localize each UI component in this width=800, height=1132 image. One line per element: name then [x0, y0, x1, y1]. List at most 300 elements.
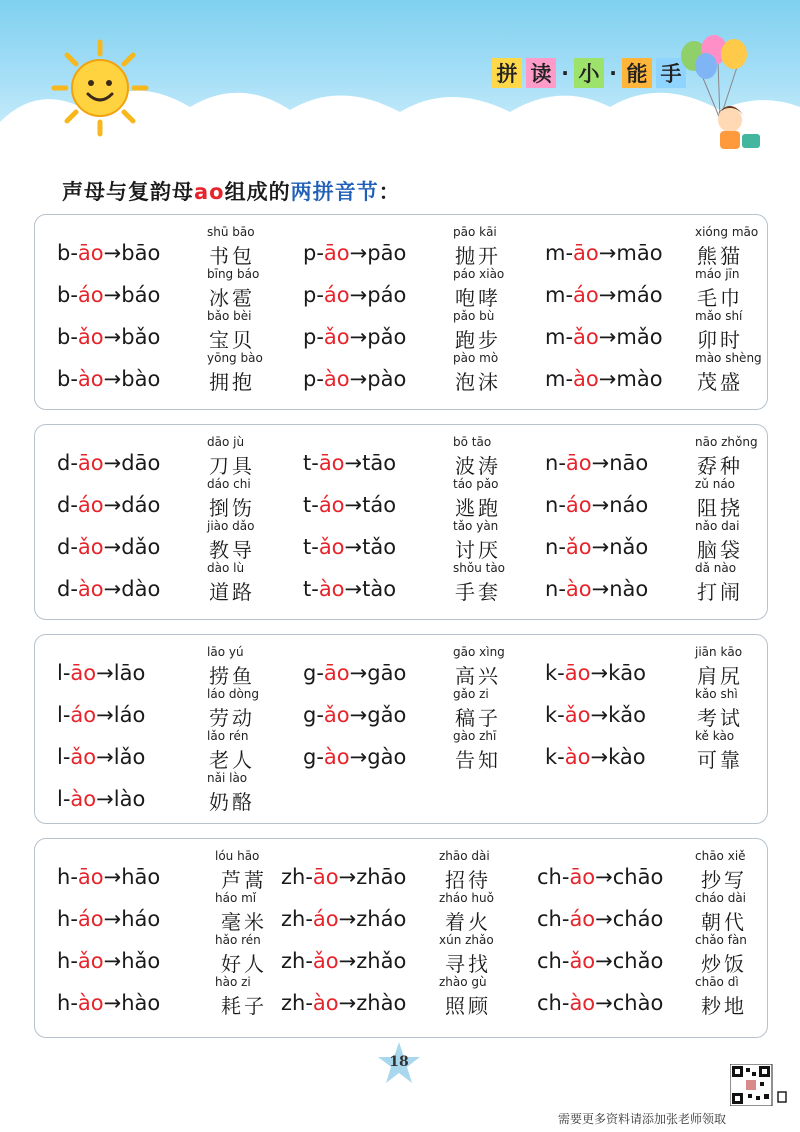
syllable-row — [57, 849, 287, 891]
hanzi-word: 拥抱 — [209, 370, 255, 394]
toned-final: áo — [77, 283, 104, 307]
syllable-result: báo — [121, 283, 161, 307]
hanzi-word: 逃跑 — [455, 496, 501, 520]
hanzi-word: 耗子 — [221, 994, 267, 1018]
pinyin-reading: yōng bào — [207, 351, 263, 365]
syllable-panel-d-t-n — [34, 424, 768, 620]
spelling-equation: p-áo→páo — [303, 283, 407, 307]
syllable-row — [303, 309, 533, 351]
hanzi-word: 毫米 — [221, 910, 267, 934]
syllable-row — [57, 309, 287, 351]
initial-consonant: t — [303, 493, 312, 517]
spelling-equation: k-ǎo→kǎo — [545, 703, 646, 727]
spelling-equation: n-áo→náo — [545, 493, 649, 517]
initial-consonant: ch — [537, 907, 562, 931]
spelling-equation: n-āo→nāo — [545, 451, 649, 475]
hanzi-word: 手套 — [455, 580, 501, 604]
initial-consonant: h — [57, 991, 71, 1015]
pinyin-reading: pào mò — [453, 351, 499, 365]
hanzi-word: 熊猫 — [697, 244, 743, 268]
toned-final: āo — [77, 241, 104, 265]
subtitle-prefix: 声母与复韵母 — [62, 180, 194, 204]
syllable-result: táo — [362, 493, 397, 517]
spelling-equation: h-āo→hāo — [57, 865, 161, 889]
hanzi-word: 告知 — [455, 748, 501, 772]
hanzi-word: 跑步 — [455, 328, 501, 352]
toned-final: ào — [77, 367, 104, 391]
pinyin-reading: bǎo bèi — [207, 309, 252, 323]
spelling-equation: zh-āo→zhāo — [281, 865, 407, 889]
spelling-equation: p-ǎo→pǎo — [303, 325, 407, 349]
syllable-result: kào — [608, 745, 646, 769]
spelling-equation: d-āo→dāo — [57, 451, 161, 475]
toned-final: ǎo — [77, 949, 104, 973]
toned-final: āo — [318, 451, 345, 475]
hanzi-word: 冰雹 — [209, 286, 255, 310]
hanzi-word: 老人 — [209, 748, 255, 772]
syllable-result: lāo — [113, 661, 146, 685]
pinyin-reading: mǎo shí — [695, 309, 743, 323]
footer-note: 需要更多资料请添加张老师领取 — [558, 1112, 727, 1126]
hanzi-word: 招待 — [445, 868, 491, 892]
spelling-equation: l-ào→lào — [57, 787, 146, 811]
hanzi-word: 泡沫 — [455, 370, 501, 394]
syllable-panel-b-p-m — [34, 214, 768, 410]
pinyin-reading: páo xiào — [453, 267, 505, 281]
pinyin-reading: shū bāo — [207, 225, 255, 239]
spelling-equation: h-ǎo→hǎo — [57, 949, 161, 973]
pinyin-reading: bō tāo — [453, 435, 492, 449]
hanzi-word: 阻挠 — [697, 496, 743, 520]
toned-final: ào — [312, 991, 339, 1015]
toned-final: ǎo — [569, 949, 596, 973]
initial-consonant: d — [57, 535, 71, 559]
spelling-equation: ch-āo→chāo — [537, 865, 664, 889]
toned-final: ào — [77, 991, 104, 1015]
hanzi-word: 捞鱼 — [209, 664, 255, 688]
hanzi-word: 咆哮 — [455, 286, 501, 310]
hanzi-word: 书包 — [209, 244, 255, 268]
hanzi-word: 炒饭 — [701, 952, 747, 976]
syllable-result: máo — [616, 283, 663, 307]
title-badge: 拼 — [492, 58, 522, 88]
toned-final: ào — [70, 787, 97, 811]
pinyin-reading: lǎo rén — [207, 729, 249, 743]
toned-final: ào — [323, 367, 350, 391]
hanzi-word: 高兴 — [455, 664, 501, 688]
syllable-result: nǎo — [609, 535, 649, 559]
syllable-row — [281, 849, 511, 891]
spelling-equation: g-ǎo→gǎo — [303, 703, 407, 727]
spelling-equation: g-āo→gāo — [303, 661, 407, 685]
spelling-equation: n-ào→nào — [545, 577, 649, 601]
toned-final: ǎo — [318, 535, 345, 559]
syllable-row — [303, 561, 533, 603]
pinyin-reading: hào zi — [215, 975, 251, 989]
initial-consonant: b — [57, 367, 71, 391]
toned-final: āo — [569, 865, 596, 889]
hanzi-word: 毛巾 — [697, 286, 743, 310]
spelling-equation: zh-ǎo→zhǎo — [281, 949, 407, 973]
syllable-result: dào — [121, 577, 161, 601]
initial-consonant: m — [545, 241, 566, 265]
title-badge: 读 — [526, 58, 556, 88]
spelling-equation: l-áo→láo — [57, 703, 146, 727]
hanzi-word: 卯时 — [697, 328, 743, 352]
pinyin-reading: kǎo shì — [695, 687, 738, 701]
initial-consonant: l — [57, 745, 63, 769]
spelling-equation: d-ào→dào — [57, 577, 161, 601]
toned-final: ào — [565, 577, 592, 601]
title-badge: 手 — [656, 58, 686, 88]
subtitle-middle: 组成的 — [224, 180, 291, 204]
syllable-row — [303, 645, 533, 687]
spelling-equation: p-ào→pào — [303, 367, 407, 391]
toned-final: ào — [323, 745, 350, 769]
initial-consonant: h — [57, 865, 71, 889]
syllable-row — [545, 687, 775, 729]
pinyin-reading: nǎo dai — [695, 519, 740, 533]
syllable-result: pào — [367, 367, 407, 391]
spelling-equation: t-ǎo→tǎo — [303, 535, 397, 559]
syllable-result: chào — [612, 991, 664, 1015]
spelling-equation: t-ào→tào — [303, 577, 397, 601]
syllable-result: bào — [121, 367, 161, 391]
initial-consonant: n — [545, 577, 559, 601]
spelling-equation: l-ǎo→lǎo — [57, 745, 146, 769]
pinyin-reading: dào lù — [207, 561, 245, 575]
toned-final: ào — [569, 991, 596, 1015]
syllable-result: láo — [113, 703, 146, 727]
spelling-equation: ch-ǎo→chǎo — [537, 949, 664, 973]
syllable-result: kāo — [608, 661, 646, 685]
toned-final: áo — [77, 493, 104, 517]
spelling-equation: zh-ào→zhào — [281, 991, 407, 1015]
syllable-result: gào — [367, 745, 407, 769]
initial-consonant: p — [303, 241, 317, 265]
syllable-row — [303, 351, 533, 393]
toned-final: ǎo — [77, 535, 104, 559]
title-badge: · — [561, 61, 569, 85]
hanzi-word: 肩尻 — [697, 664, 743, 688]
syllable-row — [537, 849, 767, 891]
pinyin-reading: gào zhī — [453, 729, 497, 743]
hanzi-word: 刀具 — [209, 454, 255, 478]
hanzi-word: 劳动 — [209, 706, 255, 730]
page-number: 18 — [389, 1054, 409, 1070]
hanzi-word: 脑袋 — [697, 538, 743, 562]
pinyin-reading: tǎo yàn — [453, 519, 499, 533]
pinyin-reading: lāo yú — [207, 645, 244, 659]
initial-consonant: ch — [537, 991, 562, 1015]
syllable-row — [281, 933, 511, 975]
pinyin-reading: jiào dǎo — [207, 519, 255, 533]
pinyin-reading: háo mǐ — [215, 891, 257, 905]
syllable-row — [303, 519, 533, 561]
syllable-result: hāo — [121, 865, 161, 889]
subtitle-colon: ： — [378, 180, 401, 204]
toned-final: áo — [573, 283, 599, 307]
syllable-row — [57, 933, 287, 975]
syllable-result: nào — [609, 577, 649, 601]
syllable-row — [545, 309, 775, 351]
pinyin-reading: pāo kāi — [453, 225, 497, 239]
hanzi-word: 寻找 — [445, 952, 491, 976]
initial-consonant: zh — [281, 991, 306, 1015]
syllable-row — [537, 975, 767, 1017]
syllable-result: bāo — [121, 241, 161, 265]
title-badges — [492, 58, 686, 88]
syllable-row — [545, 477, 775, 519]
spelling-equation: t-āo→tāo — [303, 451, 397, 475]
initial-consonant: l — [57, 703, 63, 727]
initial-consonant: zh — [281, 949, 306, 973]
syllable-row — [303, 225, 533, 267]
syllable-row — [303, 267, 533, 309]
syllable-result: mǎo — [616, 325, 663, 349]
hanzi-word: 朝代 — [701, 910, 747, 934]
syllable-row — [545, 645, 775, 687]
syllable-panel-h-zh-ch — [34, 838, 768, 1038]
syllable-result: gǎo — [367, 703, 407, 727]
subtitle-blue: 两拼音节 — [290, 180, 379, 204]
syllable-row — [303, 435, 533, 477]
toned-final: āo — [77, 865, 104, 889]
initial-consonant: b — [57, 283, 71, 307]
initial-consonant: l — [57, 787, 63, 811]
toned-final: ào — [573, 367, 599, 391]
syllable-row — [545, 519, 775, 561]
hanzi-word: 好人 — [221, 952, 267, 976]
pinyin-reading: láo dòng — [207, 687, 260, 701]
toned-final: ǎo — [323, 325, 350, 349]
hanzi-word: 孬种 — [697, 454, 743, 478]
toned-final: áo — [569, 907, 596, 931]
syllable-row — [545, 351, 775, 393]
syllable-result: dáo — [121, 493, 161, 517]
toned-final: ǎo — [312, 949, 339, 973]
syllable-result: hào — [121, 991, 161, 1015]
hanzi-word: 照顾 — [445, 994, 491, 1018]
syllable-row — [57, 351, 287, 393]
syllable-panel-l-g-k — [34, 634, 768, 824]
pinyin-reading: jiān kāo — [695, 645, 743, 659]
initial-consonant: k — [545, 745, 558, 769]
spelling-equation: m-áo→máo — [545, 283, 663, 307]
initial-consonant: zh — [281, 907, 306, 931]
pinyin-reading: hǎo rén — [215, 933, 261, 947]
pinyin-reading: nāo zhǒng — [695, 435, 758, 449]
toned-final: ǎo — [564, 703, 591, 727]
toned-final: āo — [312, 865, 339, 889]
syllable-result: mào — [616, 367, 663, 391]
hanzi-word: 耖地 — [701, 994, 747, 1018]
spelling-equation: b-āo→bāo — [57, 241, 161, 265]
syllable-result: bǎo — [121, 325, 161, 349]
syllable-row — [57, 267, 287, 309]
syllable-row — [57, 729, 287, 771]
hanzi-word: 打闹 — [697, 580, 743, 604]
toned-final: āo — [573, 241, 599, 265]
spelling-equation: t-áo→táo — [303, 493, 397, 517]
spelling-equation: d-áo→dáo — [57, 493, 161, 517]
syllable-row — [303, 477, 533, 519]
initial-consonant: m — [545, 283, 566, 307]
toned-final: āo — [77, 451, 104, 475]
toned-final: áo — [70, 703, 97, 727]
hanzi-word: 茂盛 — [697, 370, 743, 394]
toned-final: áo — [77, 907, 104, 931]
spelling-equation: zh-áo→zháo — [281, 907, 407, 931]
syllable-result: pāo — [367, 241, 407, 265]
spelling-equation: ch-áo→cháo — [537, 907, 664, 931]
syllable-result: zhào — [356, 991, 407, 1015]
toned-final: āo — [323, 241, 350, 265]
spelling-equation: b-ào→bào — [57, 367, 161, 391]
toned-final: āo — [70, 661, 97, 685]
syllable-row — [545, 561, 775, 603]
syllable-result: zhǎo — [356, 949, 407, 973]
toned-final: ào — [564, 745, 591, 769]
toned-final: ào — [77, 577, 104, 601]
syllable-result: nāo — [609, 451, 649, 475]
hanzi-word: 奶酪 — [209, 790, 255, 814]
toned-final: āo — [565, 451, 592, 475]
initial-consonant: k — [545, 661, 558, 685]
toned-final: ǎo — [77, 325, 104, 349]
initial-consonant: p — [303, 283, 317, 307]
hanzi-word: 波涛 — [455, 454, 501, 478]
hanzi-word: 道路 — [209, 580, 255, 604]
syllable-result: dǎo — [121, 535, 161, 559]
syllable-result: lǎo — [113, 745, 146, 769]
syllable-row — [545, 225, 775, 267]
spelling-equation: g-ào→gào — [303, 745, 407, 769]
syllable-row — [281, 891, 511, 933]
initial-consonant: l — [57, 661, 63, 685]
initial-consonant: p — [303, 367, 317, 391]
toned-final: áo — [323, 283, 350, 307]
pinyin-reading: gāo xìng — [453, 645, 505, 659]
pinyin-reading: dāo jù — [207, 435, 245, 449]
section-subtitle — [62, 176, 401, 206]
syllable-result: tǎo — [362, 535, 397, 559]
initial-consonant: ch — [537, 949, 562, 973]
syllable-result: chāo — [612, 865, 664, 889]
pinyin-reading: bīng báo — [207, 267, 260, 281]
syllable-result: gāo — [367, 661, 407, 685]
initial-consonant: t — [303, 451, 312, 475]
pinyin-reading: zǔ náo — [695, 477, 736, 491]
toned-final: ǎo — [70, 745, 97, 769]
spelling-equation: p-āo→pāo — [303, 241, 407, 265]
pinyin-reading: kě kào — [695, 729, 735, 743]
syllable-result: tāo — [362, 451, 397, 475]
initial-consonant: k — [545, 703, 558, 727]
pinyin-reading: dáo chi — [207, 477, 251, 491]
pinyin-reading: pǎo bù — [453, 309, 495, 323]
pinyin-reading: chāo dì — [695, 975, 739, 989]
pinyin-reading: chǎo fàn — [695, 933, 747, 947]
syllable-row — [545, 267, 775, 309]
syllable-result: zhāo — [356, 865, 407, 889]
initial-consonant: g — [303, 745, 317, 769]
spelling-equation: k-āo→kāo — [545, 661, 646, 685]
syllable-result: páo — [367, 283, 407, 307]
spelling-equation: n-ǎo→nǎo — [545, 535, 649, 559]
syllable-row — [57, 519, 287, 561]
hanzi-word: 宝贝 — [209, 328, 255, 352]
syllable-row — [537, 891, 767, 933]
toned-final: ào — [318, 577, 345, 601]
syllable-row — [545, 435, 775, 477]
syllable-result: māo — [616, 241, 663, 265]
qr-code-icon — [730, 1064, 790, 1106]
pinyin-reading: mào shèng — [695, 351, 762, 365]
syllable-result: pǎo — [367, 325, 407, 349]
syllable-row — [57, 477, 287, 519]
syllable-result: cháo — [612, 907, 664, 931]
initial-consonant: t — [303, 577, 312, 601]
initial-consonant: zh — [281, 865, 306, 889]
syllable-row — [57, 975, 287, 1017]
syllable-row — [57, 435, 287, 477]
syllable-row — [57, 687, 287, 729]
initial-consonant: m — [545, 325, 566, 349]
syllable-result: tào — [362, 577, 397, 601]
syllable-row — [57, 645, 287, 687]
syllable-row — [537, 933, 767, 975]
initial-consonant: t — [303, 535, 312, 559]
spelling-equation: h-áo→háo — [57, 907, 161, 931]
spelling-equation: h-ào→hào — [57, 991, 161, 1015]
pinyin-reading: xún zhǎo — [439, 933, 494, 947]
initial-consonant: ch — [537, 865, 562, 889]
spelling-equation: m-ǎo→mǎo — [545, 325, 663, 349]
syllable-row — [57, 891, 287, 933]
syllable-result: hǎo — [121, 949, 161, 973]
toned-final: āo — [564, 661, 591, 685]
pinyin-reading: zháo huǒ — [439, 891, 494, 905]
initial-consonant: n — [545, 535, 559, 559]
girl-with-balloons-icon — [668, 34, 778, 154]
pinyin-reading: cháo dài — [695, 891, 747, 905]
hanzi-word: 芦蒿 — [221, 868, 267, 892]
page-number-badge — [376, 1040, 422, 1086]
toned-final: áo — [312, 907, 339, 931]
initial-consonant: g — [303, 703, 317, 727]
syllable-result: dāo — [121, 451, 161, 475]
spelling-equation: b-áo→báo — [57, 283, 161, 307]
spelling-equation: k-ào→kào — [545, 745, 646, 769]
spelling-equation: ch-ào→chào — [537, 991, 664, 1015]
pinyin-reading: zhāo dài — [439, 849, 490, 863]
subtitle-ao: ao — [194, 180, 225, 204]
toned-final: áo — [565, 493, 592, 517]
title-badge: · — [609, 61, 617, 85]
initial-consonant: d — [57, 577, 71, 601]
toned-final: āo — [323, 661, 350, 685]
initial-consonant: d — [57, 451, 71, 475]
pinyin-reading: shǒu tào — [453, 561, 506, 575]
initial-consonant: b — [57, 241, 71, 265]
initial-consonant: d — [57, 493, 71, 517]
pinyin-reading: chāo xiě — [695, 849, 746, 863]
syllable-row — [303, 729, 533, 771]
syllable-result: lào — [113, 787, 146, 811]
syllable-result: háo — [121, 907, 161, 931]
toned-final: ǎo — [573, 325, 599, 349]
